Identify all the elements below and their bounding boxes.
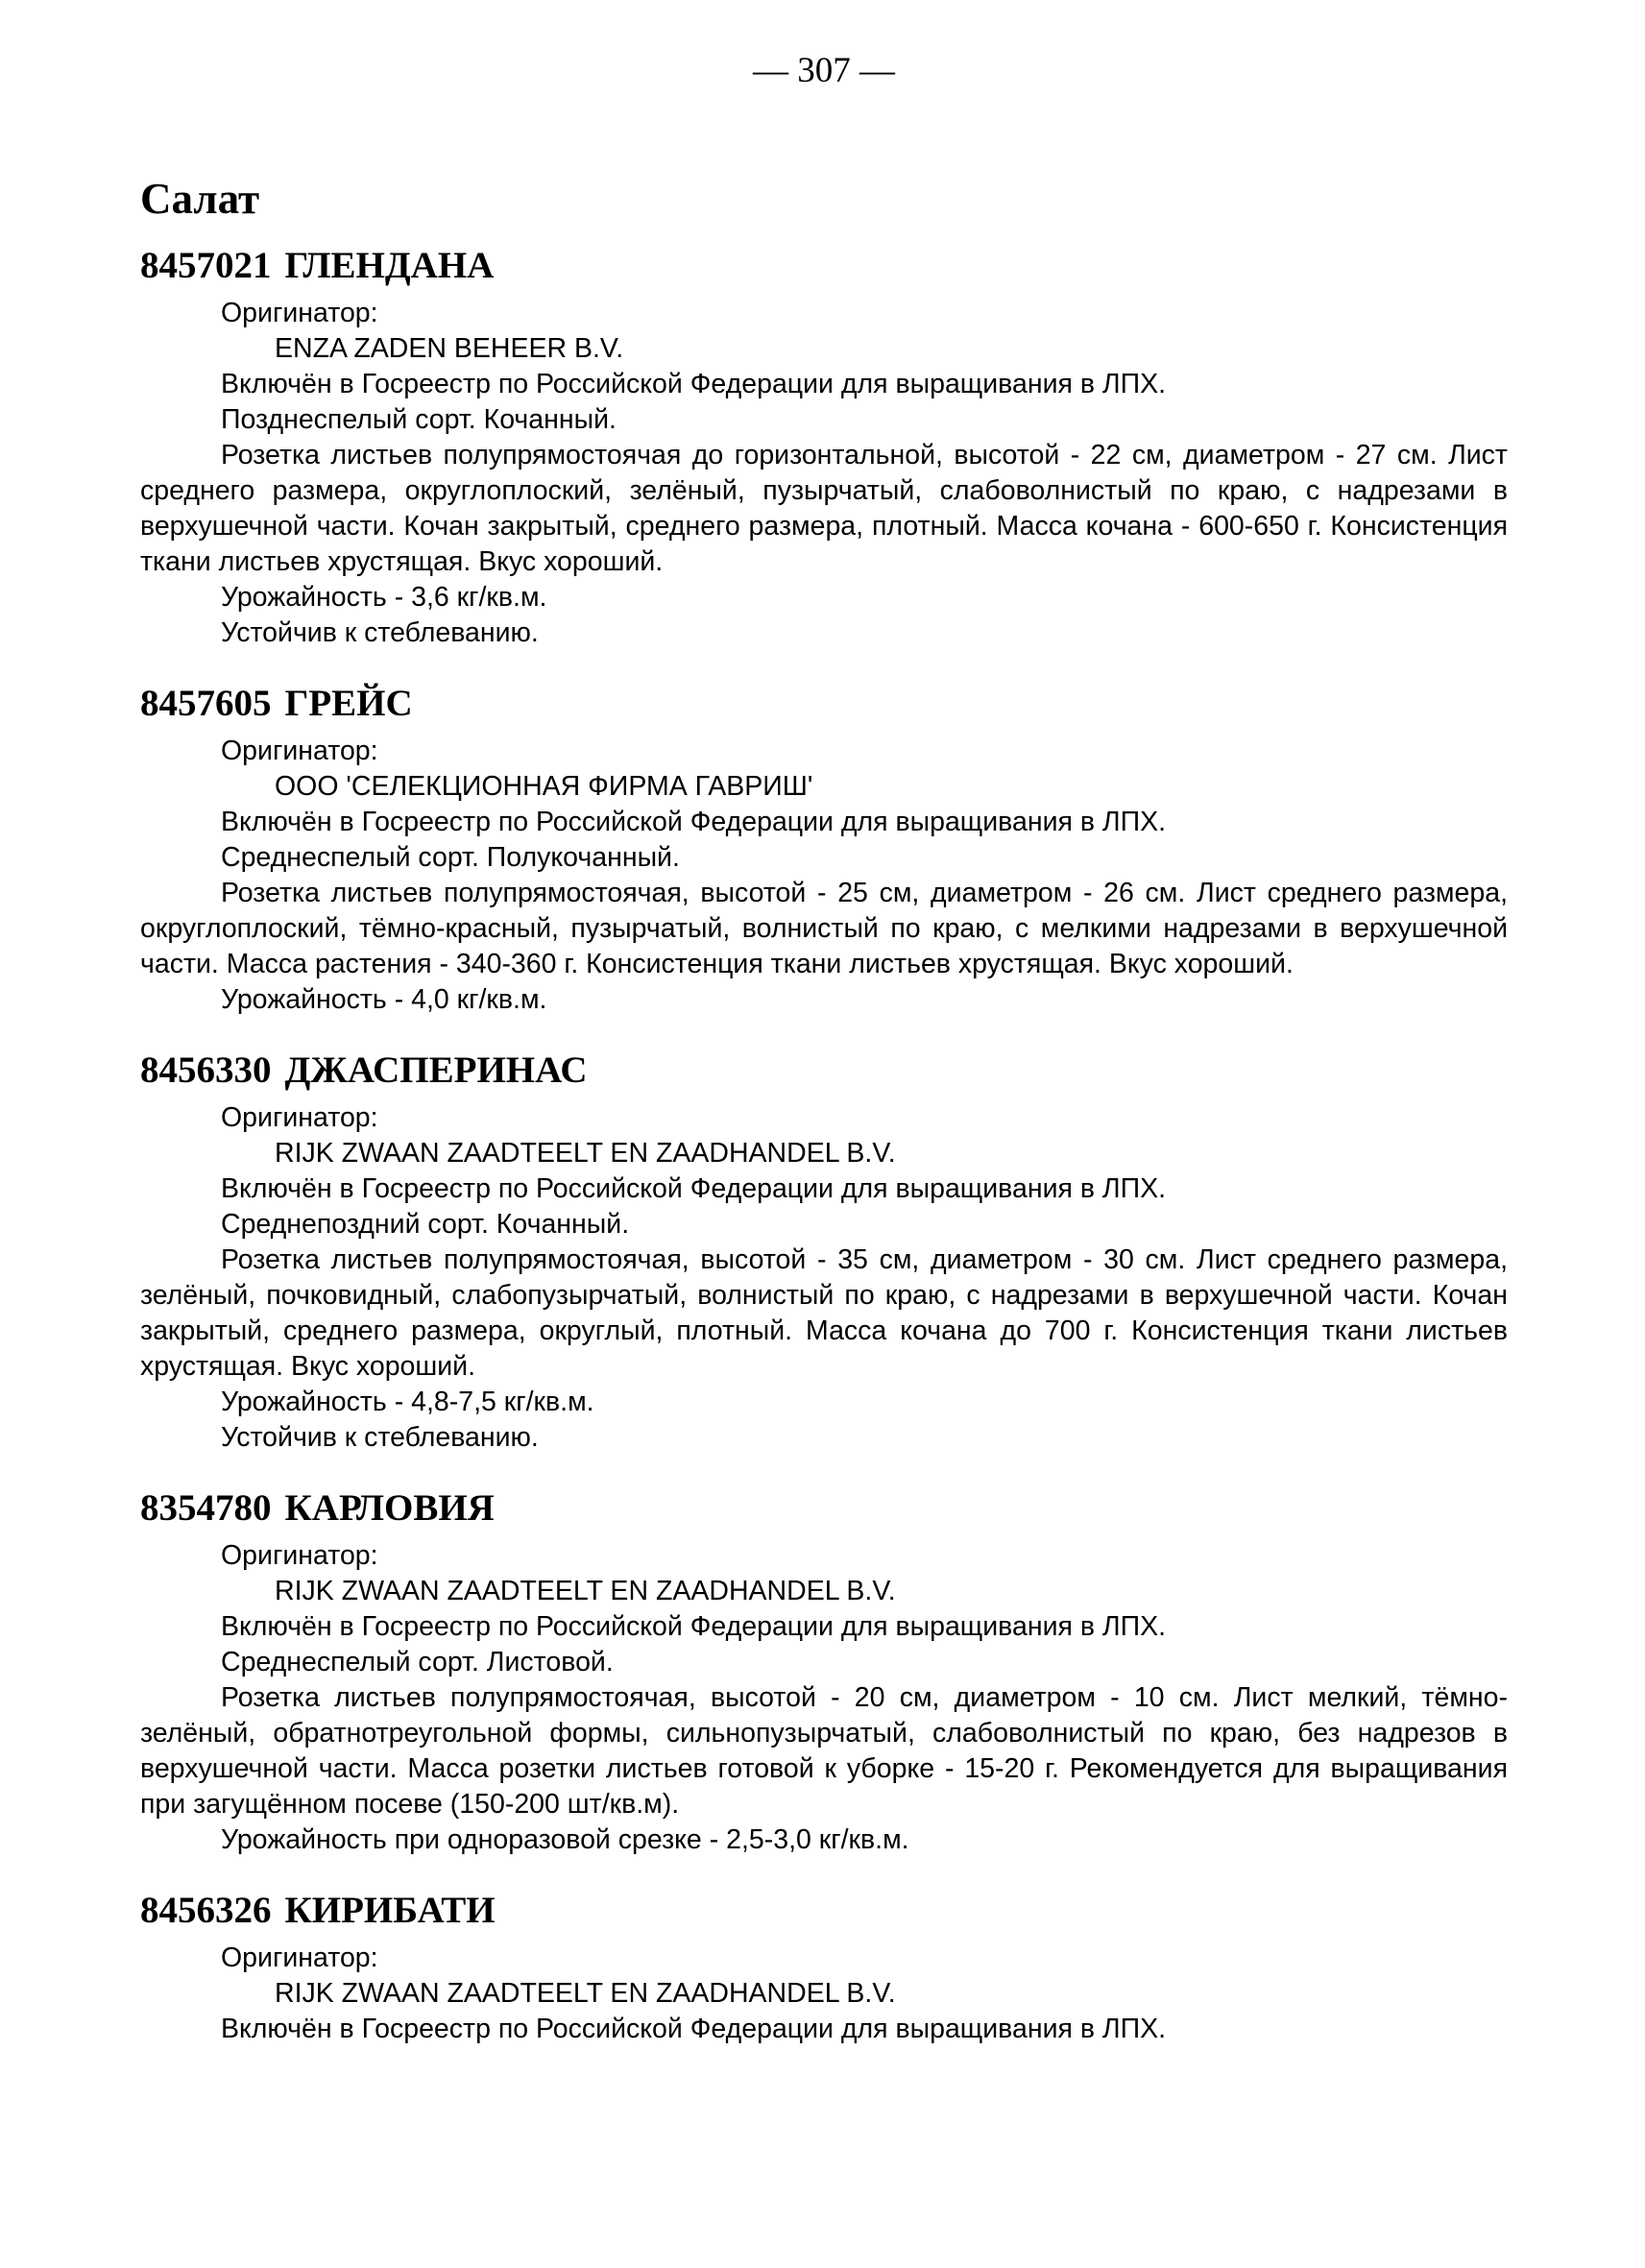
variety-entry (140, 1483, 1508, 1858)
section-title: Салат (140, 175, 260, 223)
variety-name: ГРЕЙС (284, 683, 413, 724)
variety-code: 8457021 (140, 245, 272, 286)
variety-yield: Урожайность - 4,0 кг/кв.м. (221, 984, 547, 1015)
variety-name: КАРЛОВИЯ (284, 1487, 495, 1529)
variety-type: Среднеспелый сорт. Листовой. (221, 1647, 614, 1677)
variety-code: 8456326 (140, 1890, 272, 1931)
originator-label: Оригинатор: (221, 298, 378, 328)
originator-name: ООО 'СЕЛЕКЦИОННАЯ ФИРМА ГАВРИШ' (275, 771, 813, 802)
originator-name: RIJK ZWAAN ZAADTEELT EN ZAADHANDEL B.V. (275, 1978, 896, 2009)
originator-label: Оригинатор: (221, 1942, 378, 1973)
variety-note: Устойчив к стеблеванию. (221, 1422, 539, 1453)
registry-status: Включён в Госреестр по Российской Федерации для выращивания в ЛПХ. (221, 1173, 1167, 1204)
variety-type: Среднепоздний сорт. Кочанный. (221, 1209, 630, 1240)
variety-entry (140, 1045, 1508, 1456)
registry-status: Включён в Госреестр по Российской Федерации для выращивания в ЛПХ. (221, 369, 1167, 399)
variety-description: Розетка листьев полупрямостоячая до горизонтальной, высотой - 22 см, диаметром - 27 см. Лист среднего размера, округлоплоский, зелёный, пузырчатый, слабоволнистый по краю, с надрезами в верхушечной части. Кочан закрытый, среднего размера, плотный. Масса кочана - 600-650 г. Консистенция ткани листьев хрустящая. Вкус хороший. (140, 440, 1508, 577)
variety-yield: Урожайность при одноразовой срезке - 2,5-3,0 кг/кв.м. (221, 1824, 909, 1855)
variety-note: Устойчив к стеблеванию. (221, 617, 539, 648)
variety-name: ГЛЕНДАНА (284, 245, 495, 286)
variety-list (140, 240, 1508, 2074)
variety-code: 8456330 (140, 1050, 272, 1091)
registry-status: Включён в Госреестр по Российской Федерации для выращивания в ЛПХ. (221, 1611, 1167, 1642)
variety-description: Розетка листьев полупрямостоячая, высотой - 20 см, диаметром - 10 см. Лист мелкий, тёмно-зелёный, обратнотреугольной формы, сильнопузырчатый, слабоволнистый по краю, без надрезов в верхушечной части. Масса розетки листьев готовой к уборке - 15-20 г. Рекомендуется для выращивания при загущённом посеве (150-200 шт/кв.м). (140, 1682, 1508, 1820)
variety-type: Позднеспелый сорт. Кочанный. (221, 404, 617, 435)
variety-code: 8457605 (140, 683, 272, 724)
originator-label: Оригинатор: (221, 1102, 378, 1133)
variety-entry (140, 1885, 1508, 2047)
variety-type: Среднеспелый сорт. Полукочанный. (221, 842, 680, 873)
variety-title (140, 1885, 1508, 1937)
variety-entry (140, 240, 1508, 651)
originator-name: RIJK ZWAAN ZAADTEELT EN ZAADHANDEL B.V. (275, 1576, 896, 1606)
page-number: — 307 — (753, 51, 895, 90)
variety-title (140, 678, 1508, 730)
originator-name: ENZA ZADEN BEHEER B.V. (275, 333, 624, 364)
variety-name: КИРИБАТИ (284, 1890, 496, 1931)
registry-status: Включён в Госреестр по Российской Федерации для выращивания в ЛПХ. (221, 2014, 1167, 2044)
registry-status: Включён в Госреестр по Российской Федерации для выращивания в ЛПХ. (221, 807, 1167, 837)
originator-name: RIJK ZWAAN ZAADTEELT EN ZAADHANDEL B.V. (275, 1138, 896, 1169)
variety-yield: Урожайность - 3,6 кг/кв.м. (221, 582, 547, 613)
variety-name: ДЖАСПЕРИНАС (284, 1050, 588, 1091)
variety-title (140, 1045, 1508, 1097)
originator-label: Оригинатор: (221, 1540, 378, 1571)
variety-description: Розетка листьев полупрямостоячая, высотой - 35 см, диаметром - 30 см. Лист среднего размера, зелёный, почковидный, слабопузырчатый, волнистый по краю, с надрезами в верхушечной части. Кочан закрытый, среднего размера, округлый, плотный. Масса кочана до 700 г. Консистенция ткани листьев хрустящая. Вкус хороший. (140, 1244, 1508, 1382)
variety-title (140, 240, 1508, 292)
variety-title (140, 1483, 1508, 1534)
variety-yield: Урожайность - 4,8-7,5 кг/кв.м. (221, 1387, 594, 1417)
variety-entry (140, 678, 1508, 1018)
variety-description: Розетка листьев полупрямостоячая, высотой - 25 см, диаметром - 26 см. Лист среднего размера, округлоплоский, тёмно-красный, пузырчатый, волнистый по краю, с мелкими надрезами в верхушечной части. Масса растения - 340-360 г. Консистенция ткани листьев хрустящая. Вкус хороший. (140, 878, 1508, 979)
variety-code: 8354780 (140, 1487, 272, 1529)
originator-label: Оригинатор: (221, 736, 378, 766)
